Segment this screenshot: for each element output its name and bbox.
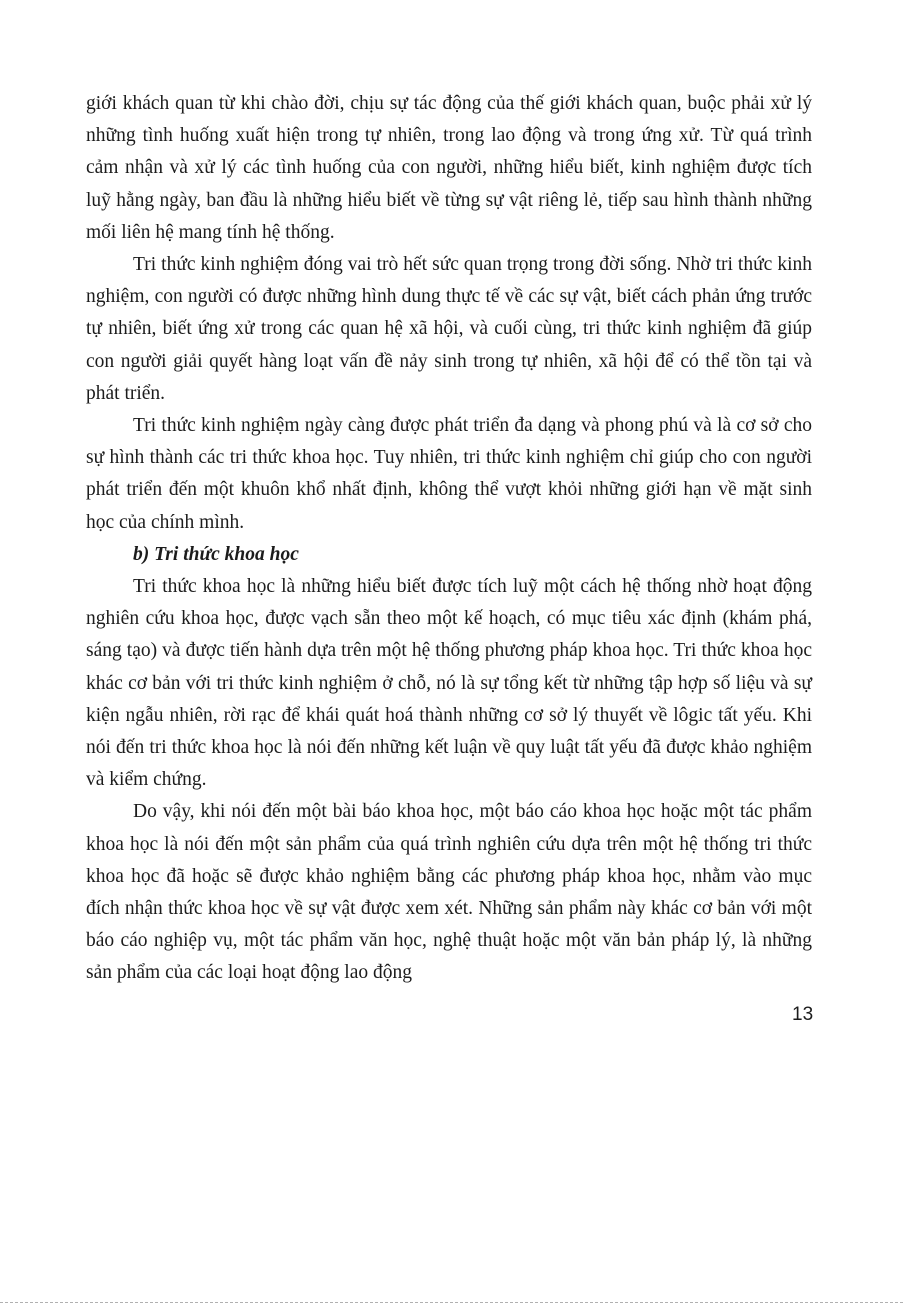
paragraph-scientific-works: Do vậy, khi nói đến một bài báo khoa học, một báo cáo khoa học hoặc một tác phẩm khoa học là nói đến một sản phẩm của quá trình nghiên cứu dựa trên một hệ thống tri thức khoa học đã hoặc sẽ được khảo nghiệm bằng các phương pháp khoa học, nhằm vào mục đích nhận thức khoa học về sự vật được xem xét. Những sản phẩm này khác cơ bản với một báo cáo nghiệp vụ, một tác phẩm văn học, nghệ thuật hoặc một văn bản pháp lý, là những sản phẩm của các loại hoạt động lao động — [86, 801, 812, 984]
paragraph-experience-limits: Tri thức kinh nghiệm ngày càng được phát triển đa dạng và phong phú và là cơ sở cho sự hình thành các tri thức khoa học. Tuy nhiên, tri thức kinh nghiệm chỉ giúp cho con người phát triển đến một khuôn khổ nhất định, không thể vượt khỏi những giới hạn về mặt sinh học của chính mình. — [86, 415, 812, 533]
paragraph-scientific-knowledge: Tri thức khoa học là những hiểu biết được tích luỹ một cách hệ thống nhờ hoạt động nghiên cứu khoa học, được vạch sẵn theo một kế hoạch, có mục tiêu xác định (khám phá, sáng tạo) và được tiến hành dựa trên một hệ thống phương pháp khoa học. Tri thức khoa học khác cơ bản với tri thức kinh nghiệm ở chỗ, nó là sự tổng kết từ những tập hợp số liệu và sự kiện ngẫu nhiên, rời rạc để khái quát hoá thành những cơ sở lý thuyết về lôgic tất yếu. Khi nói đến tri thức khoa học là nói đến những kết luận về quy luật tất yếu đã được khảo nghiệm và kiểm chứng. — [86, 576, 812, 791]
section-heading: b) Tri thức khoa học — [133, 543, 299, 565]
page-number: 13 — [792, 1004, 814, 1025]
paragraph-continuation: giới khách quan từ khi chào đời, chịu sự tác động của thế giới khách quan, buộc phải xử lý những tình huống xuất hiện trong tự nhiên, trong lao động và trong ứng xử. Từ quá trình cảm nhận và xử lý các tình huống của con người, những hiểu biết, kinh nghiệm được tích luỹ hằng ngày, ban đầu là những hiểu biết về từng sự vật riêng lẻ, tiếp sau hình thành những mối liên hệ mang tính hệ thống. — [86, 93, 812, 243]
page-bottom-edge — [0, 1302, 903, 1303]
paragraph-role-of-experience: Tri thức kinh nghiệm đóng vai trò hết sức quan trọng trong đời sống. Nhờ tri thức kinh nghiệm, con người có được những hình dung thực tế về các sự vật, biết cách phản ứng trước tự nhiên, biết ứng xử trong các quan hệ xã hội, và cuối cùng, tri thức kinh nghiệm đã giúp con người giải quyết hàng loạt vấn đề nảy sinh trong tự nhiên, xã hội để có thể tồn tại và phát triển. — [86, 254, 812, 404]
body-text — [86, 88, 812, 990]
